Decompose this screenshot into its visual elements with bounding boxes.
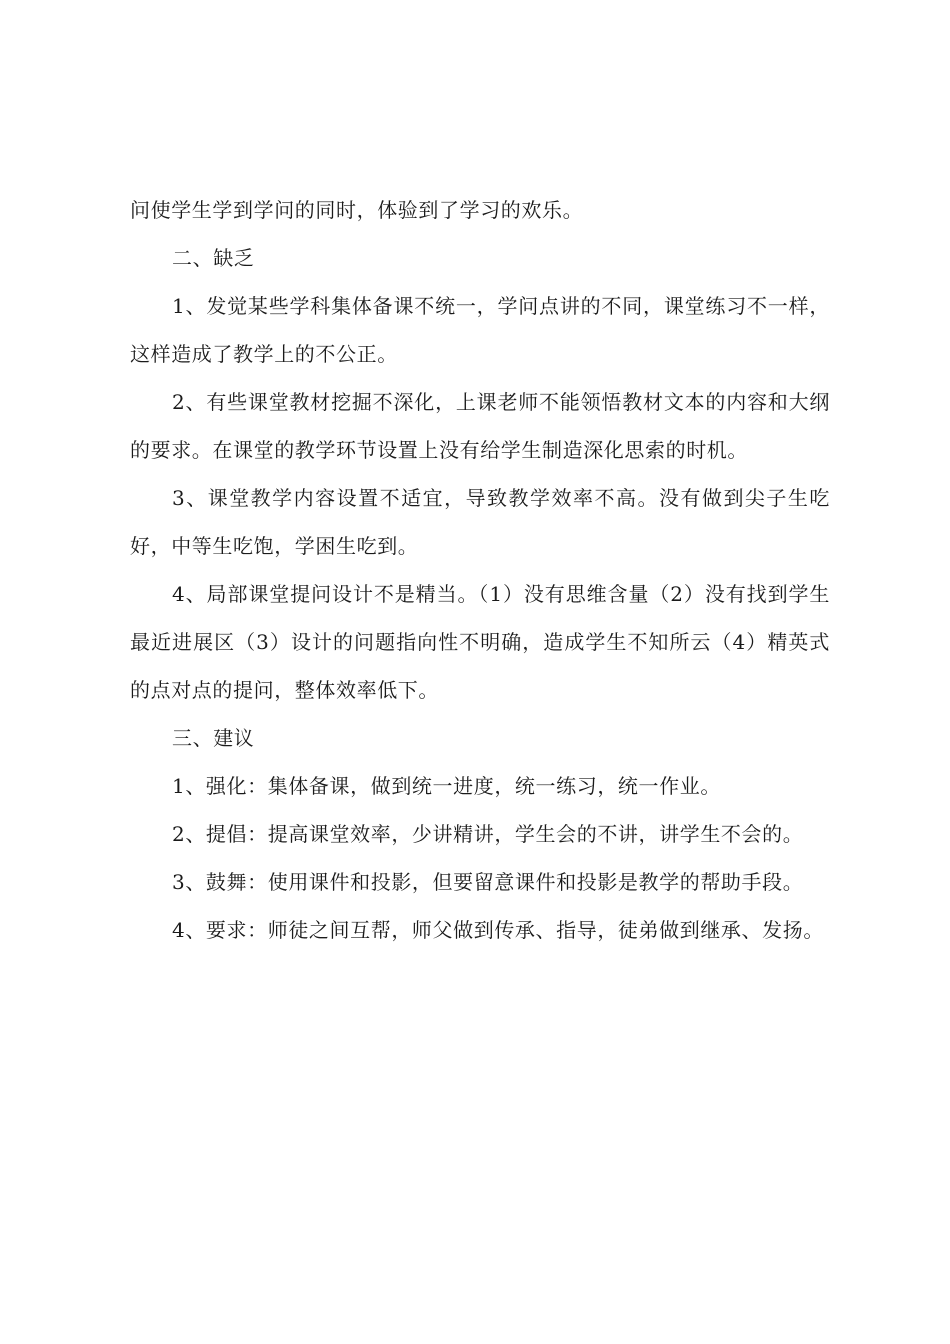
suggestion-item-1: 1、强化：集体备课，做到统一进度，统一练习，统一作业。: [172, 774, 721, 798]
paragraph-continuation: 问使学生学到学问的同时，体验到了学习的欢乐。: [130, 198, 584, 222]
suggestion-item-3: 3、鼓舞：使用课件和投影，但要留意课件和投影是教学的帮助手段。: [172, 870, 804, 894]
suggestion-item-2: 2、提倡：提高课堂效率，少讲精讲，学生会的不讲，讲学生不会的。: [172, 822, 804, 846]
heading-suggestions: 三、建议: [172, 726, 255, 750]
shortcoming-item-3: 3、课堂教学内容设置不适宜，导致教学效率不高。没有做到尖子生吃好，中等生吃饱，学困生吃到。: [130, 486, 830, 558]
shortcoming-item-1: 1、发觉某些学科集体备课不统一，学问点讲的不同，课堂练习不一样，这样造成了教学上的不公正。: [130, 294, 830, 366]
shortcoming-item-4: 4、局部课堂提问设计不是精当。（1）没有思维含量（2）没有找到学生最近进展区（3）设计的问题指向性不明确，造成学生不知所云（4）精英式的点对点的提问，整体效率低下。: [130, 582, 830, 702]
suggestion-item-4: 4、要求：师徒之间互帮，师父做到传承、指导，徒弟做到继承、发扬。: [172, 918, 824, 942]
document-page: [130, 186, 830, 954]
shortcoming-item-2: 2、有些课堂教材挖掘不深化，上课老师不能领悟教材文本的内容和大纲的要求。在课堂的教学环节设置上没有给学生制造深化思索的时机。: [130, 390, 830, 462]
heading-shortcomings: 二、缺乏: [172, 246, 255, 270]
